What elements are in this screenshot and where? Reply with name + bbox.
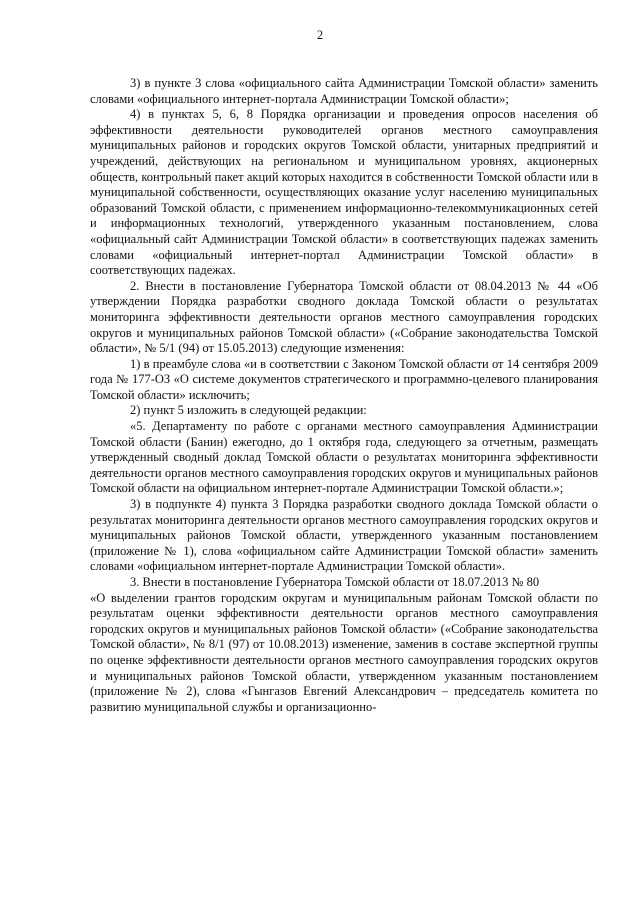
document-body [90, 76, 598, 715]
paragraph-quote-5: «5. Департаменту по работе с органами местного самоуправления Администрации Томской области (Банин) ежегодно, до 1 октября года, следующего за отчетным, размещать утвержденный сводный доклад Томской области о результатах мониторинга эффективности деятельности органов местного самоуправления городских округов и муниципальных районов Томской области на официальном интернет-портале Администрации Томской области.»; [90, 419, 598, 496]
paragraph-section-2: 2. Внести в постановление Губернатора Томской области от 08.04.2013 № 44 «Об утверждении Порядка разработки сводного доклада Томской области о результатах мониторинга эффективности деятельности органов местного самоуправления городских округов и муниципальных районов Томской области» («Собрание законодательства Томской области», № 5/1 (94) от 15.05.2013) следующие изменения: [90, 278, 598, 356]
page-number: 2 [316, 28, 324, 42]
paragraph-item-3: 3) в пункте 3 слова «официального сайта Администрации Томской области» заменить словами «официального интернет-портала Администрации Томской области»; [90, 76, 598, 106]
paragraph-sub-2: 2) пункт 5 изложить в следующей редакции: [130, 403, 367, 418]
paragraph-section-3-continued: «О выделении грантов городским округам и муниципальным районам Томской области по результатам оценки эффективности деятельности органов местного самоуправления городских округов и муниципальных районов Томской области» («Собрание законодательства Томской области», № 8/1 (97) от 10.08.2013) изменение, заменив в составе экспертной группы по оценке эффективности деятельности органов местного самоуправления городских округов и муниципальных районов Томской области, утвержденном указанным постановлением (приложение № 2), слова «Гынгазов Евгений Александрович – председатель комитета по развитию муниципальной службы и организационно- [90, 590, 598, 714]
paragraph-sub-1: 1) в преамбуле слова «и в соответствии с Законом Томской области от 14 сентября 2009 года № 177-ОЗ «О системе документов стратегического и программно-целевого планирования Томской области» исключить; [90, 356, 598, 402]
paragraph-item-4: 4) в пунктах 5, 6, 8 Порядка организации и проведения опросов населения об эффективности деятельности руководителей органов местного самоуправления муниципальных районов и городских округов Томской области, унитарных предприятий и учреждений, действующих на региональном и муниципальном уровнях, акционерных обществ, контрольный пакет акций которых находится в собственности Томской области или в муниципальной собственности, осуществляющих оказание услуг населению муниципальных образований Томской области, с применением информационно-телекоммуникационных сетей и информационных технологий, утвержденного указанным постановлением, слова «официальный сайт Администрации Томской области» в соответствующих падежах заменить словами «официальный интернет-портал Администрации Томской области» в соответствующих падежах. [90, 107, 598, 278]
paragraph-sub-3: 3) в подпункте 4) пункта 3 Порядка разработки сводного доклада Томской области о результатах мониторинга деятельности органов местного самоуправления городских округов и муниципальных районов Томской области, утвержденного указанным постановлением (приложение № 1), слова «официальном сайте Администрации Томской области» заменить словами «официальном интернет-портале Администрации Томской области». [90, 497, 598, 574]
paragraph-section-3: 3. Внести в постановление Губернатора Томской области от 18.07.2013 № 80 [130, 575, 540, 589]
